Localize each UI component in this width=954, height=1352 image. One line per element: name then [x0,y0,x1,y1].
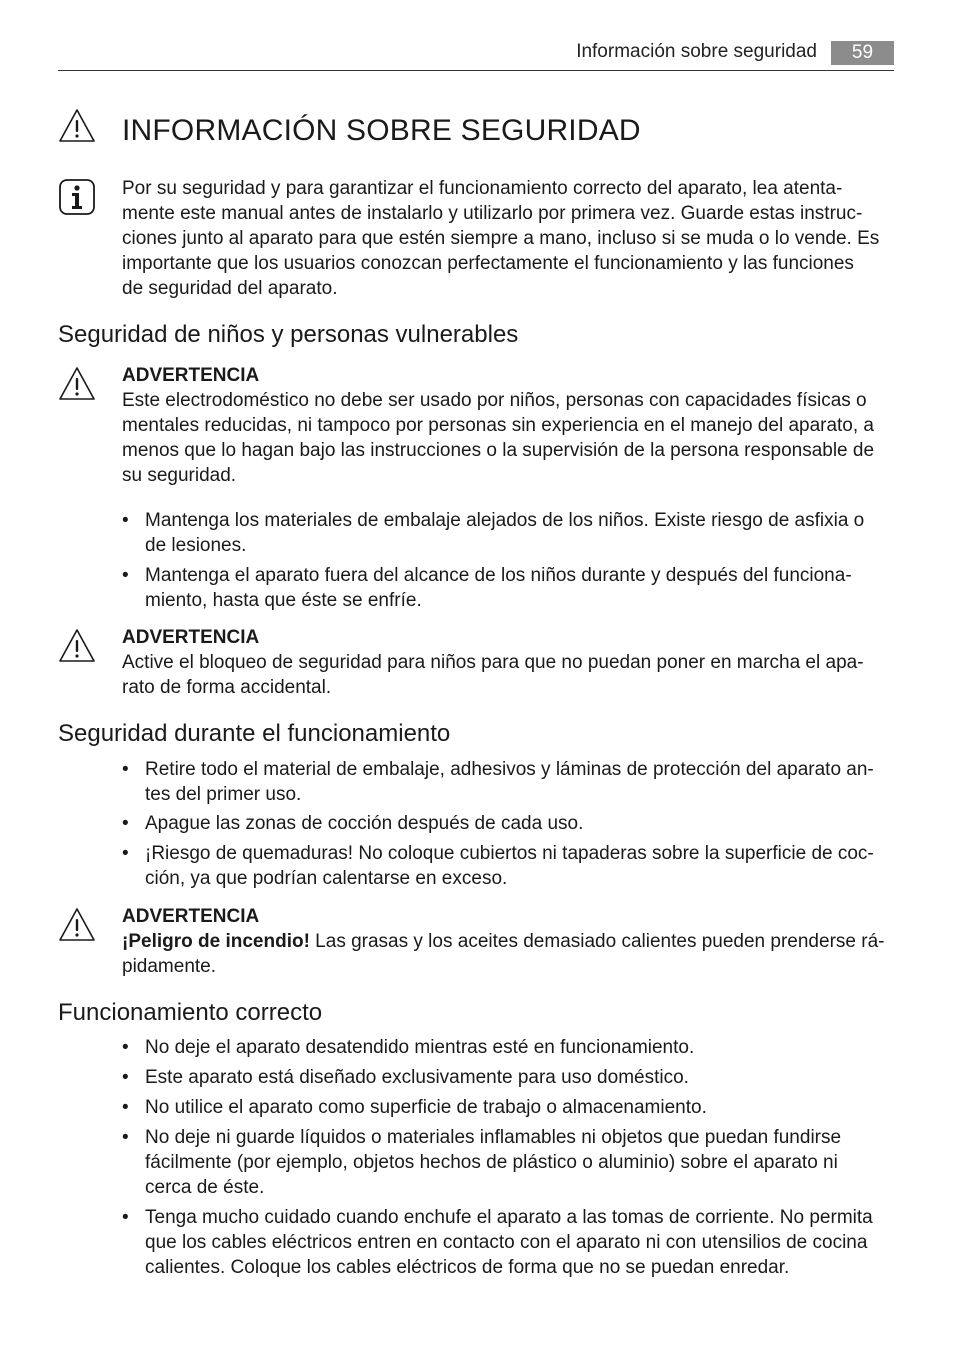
warning-line: su seguridad. [122,465,237,486]
list-item-text: No utilice el aparato como superficie de trabajo o almacenamiento. [145,1097,707,1118]
intro-line: ciones junto al aparato para que estén siempre a mano, incluso si se muda o lo vende. Es [122,228,880,249]
section-heading-operation-safety: Seguridad durante el funcionamiento [58,720,451,747]
list-item-text: tes del primer uso. [145,784,302,805]
header-divider [58,70,894,71]
list-item-text: que los cables eléctricos entren en contacto con el aparato ni con utensilios de cocina [145,1232,868,1253]
bullet-marker: • [122,813,129,834]
list-item [122,1035,898,1060]
warning-lead: ¡Peligro de incendio! [122,931,310,952]
warning-line: Este electrodoméstico no debe ser usado por niños, personas con capacidades físicas o [122,390,867,411]
list-item [122,1095,898,1120]
intro-line: importante que los usuarios conozcan perfectamente el funcionamiento y las funciones [122,253,854,274]
warning-line [122,929,898,954]
warning-triangle-icon [58,907,96,943]
warning-line: mentales reducidas, ni tampoco por personas sin experiencia en el manejo del aparato, a [122,415,875,436]
warning-text [122,388,898,488]
list-item-text: fácilmente (por ejemplo, objetos hechos de plástico o aluminio) sobre el aparato ni [145,1152,838,1173]
page-title: INFORMACIÓN SOBRE SEGURIDAD [122,114,641,147]
list-item-text: ¡Riesgo de quemaduras! No coloque cubiertos ni tapaderas sobre la superficie de coc- [145,843,874,864]
section-heading-children-safety: Seguridad de niños y personas vulnerables [58,321,519,348]
bullet-marker: • [122,510,129,531]
list-item-text: No deje ni guarde líquidos o materiales inflamables ni objetos que puedan fundirse [145,1127,842,1148]
bullet-marker: • [122,1097,129,1118]
info-icon [58,178,96,216]
warning-title: ADVERTENCIA [122,365,260,386]
list-item-text: Retire todo el material de embalaje, adhesivos y láminas de protección del aparato an- [145,759,874,780]
list-item [122,841,898,891]
intro-line: mente este manual antes de instalarlo y utilizarlo por primera vez. Guarde estas instruc- [122,203,863,224]
bullet-marker: • [122,1037,129,1058]
list-item [122,757,898,807]
bullet-marker: • [122,759,129,780]
list-item [122,1205,898,1280]
list-item-text: Apague las zonas de cocción después de cada uso. [145,813,584,834]
bullet-marker: • [122,1127,129,1148]
bullet-marker: • [122,1207,129,1228]
intro-paragraph [122,176,898,301]
list-item-text: Este aparato está diseñado exclusivamente para uso doméstico. [145,1067,689,1088]
warning-line-rest: Las grasas y los aceites demasiado calientes pueden prenderse rá- [309,931,885,952]
running-header: Información sobre seguridad [576,41,817,62]
warning-title: ADVERTENCIA [122,627,260,648]
intro-line: Por su seguridad y para garantizar el funcionamiento correcto del aparato, lea atenta- [122,178,843,199]
list-item [122,508,898,558]
list-item-text: de lesiones. [145,535,247,556]
list-item [122,811,898,836]
warning-line: rato de forma accidental. [122,677,332,698]
list-item-text: ción, ya que podrían calentarse en exceso. [145,868,508,889]
section-heading-correct-operation: Funcionamiento correcto [58,999,323,1026]
list-item-text: cerca de éste. [145,1177,265,1198]
warning-line: pidamente. [122,956,217,977]
warning-line: menos que lo hagan bajo las instrucciones o la supervisión de la persona responsable de [122,440,875,461]
warning-line: Active el bloqueo de seguridad para niños para que no puedan poner en marcha el apa- [122,652,864,673]
list-item [122,563,898,613]
warning-title: ADVERTENCIA [122,906,260,927]
warning-text [122,929,898,979]
list-item-text: miento, hasta que éste se enfríe. [145,590,422,611]
list-item [122,1125,898,1200]
list-item [122,1065,898,1090]
warning-triangle-icon [58,366,96,402]
warning-text [122,650,898,700]
list-item-text: No deje el aparato desatendido mientras esté en funcionamiento. [145,1037,695,1058]
bullet-marker: • [122,843,129,864]
list-item-text: Mantenga los materiales de embalaje alejados de los niños. Existe riesgo de asfixia o [145,510,865,531]
bullet-marker: • [122,565,129,586]
bullet-marker: • [122,1067,129,1088]
page-number: 59 [831,41,894,65]
warning-triangle-icon [58,108,96,144]
intro-line: de seguridad del aparato. [122,278,338,299]
list-item-text: calientes. Coloque los cables eléctricos de forma que no se puedan enredar. [145,1257,790,1278]
list-item-text: Mantenga el aparato fuera del alcance de los niños durante y después del funciona- [145,565,852,586]
list-item-text: Tenga mucho cuidado cuando enchufe el aparato a las tomas de corriente. No permita [145,1207,873,1228]
warning-triangle-icon [58,628,96,664]
